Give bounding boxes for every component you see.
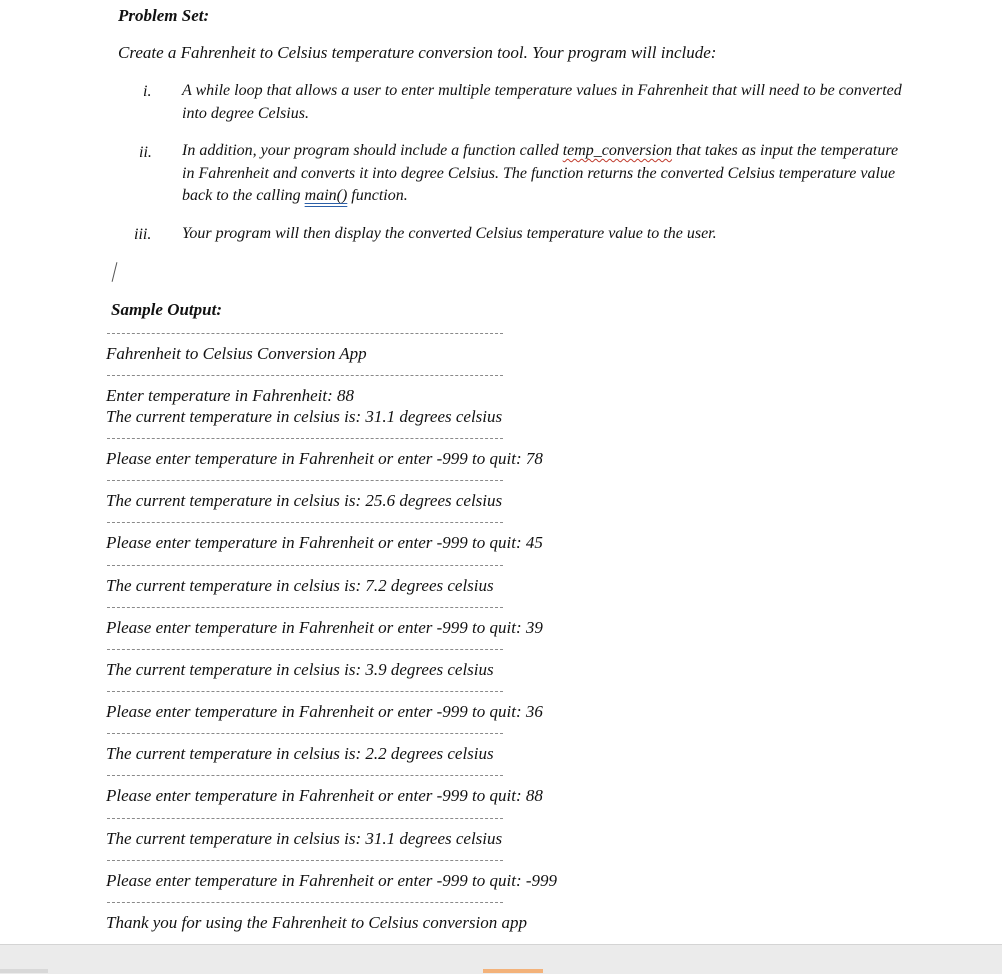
item-1-numeral: i. [143, 83, 152, 100]
dashed-separator [107, 480, 503, 481]
output-line: The current temperature in celsius is: 31.1 degrees celsius [106, 407, 503, 426]
item-3-numeral: iii. [134, 226, 152, 243]
item-3-text: Your program will then display the converted Celsius temperature value to the user. [182, 225, 717, 242]
dashed-separator [107, 649, 503, 650]
dashed-separator [107, 860, 503, 861]
output-line: Thank you for using the Fahrenheit to Celsius conversion app [106, 913, 528, 932]
dashed-separator [107, 522, 503, 523]
output-line: Please enter temperature in Fahrenheit or enter -999 to quit: 36 [106, 702, 543, 721]
intro-text: Create a Fahrenheit to Celsius temperature conversion tool. Your program will include: [118, 43, 717, 62]
output-line: The current temperature in celsius is: 2.2 degrees celsius [106, 744, 494, 763]
item-2-text-after: function. [347, 187, 408, 204]
output-line: Please enter temperature in Fahrenheit or enter -999 to quit: -999 [106, 871, 558, 890]
output-line: Enter temperature in Fahrenheit: 88 [106, 386, 355, 405]
output-line: The current temperature in celsius is: 25.6 degrees celsius [106, 491, 503, 510]
dashed-separator [107, 333, 503, 334]
output-line: Fahrenheit to Celsius Conversion App [106, 344, 367, 363]
output-line: Please enter temperature in Fahrenheit or enter -999 to quit: 45 [106, 533, 543, 552]
dashed-separator [107, 818, 503, 819]
dashed-separator [107, 902, 503, 903]
item-2-text-middle: that takes as input the temperature in Fahrenheit and converts it into degree Celsius. The function returns the converted Celsius temperature value back to the calling [182, 142, 899, 204]
item-2-numeral: ii. [139, 144, 152, 161]
status-bar-segment [0, 969, 48, 973]
output-line: The current temperature in celsius is: 31.1 degrees celsius [106, 829, 503, 848]
output-line: The current temperature in celsius is: 3.9 degrees celsius [106, 660, 494, 679]
function-name-main: main() [304, 187, 348, 204]
dashed-separator [107, 775, 503, 776]
output-line: Please enter temperature in Fahrenheit or enter -999 to quit: 78 [106, 449, 543, 468]
function-name-temp-conversion: temp_conversion [562, 142, 673, 159]
problem-set-title: Problem Set: [118, 6, 210, 25]
dashed-separator [107, 565, 503, 566]
dashed-separator [107, 607, 503, 608]
item-2-text-before: In addition, your program should include a function called [182, 142, 563, 159]
output-line: The current temperature in celsius is: 7.2 degrees celsius [106, 576, 494, 595]
item-1-text: A while loop that allows a user to enter multiple temperature values in Fahrenheit that will need to be converted into degree Celsius. [182, 82, 902, 122]
item-2-text [182, 140, 902, 208]
dashed-separator [107, 733, 503, 734]
dashed-separator [107, 375, 503, 376]
status-bar-accent [483, 969, 543, 973]
dashed-separator [107, 438, 503, 439]
sample-output-title: Sample Output: [111, 300, 222, 319]
output-line: Please enter temperature in Fahrenheit or enter -999 to quit: 88 [106, 786, 543, 805]
dashed-separator [107, 691, 503, 692]
output-line: Please enter temperature in Fahrenheit or enter -999 to quit: 39 [106, 618, 543, 637]
text-cursor [112, 262, 118, 282]
